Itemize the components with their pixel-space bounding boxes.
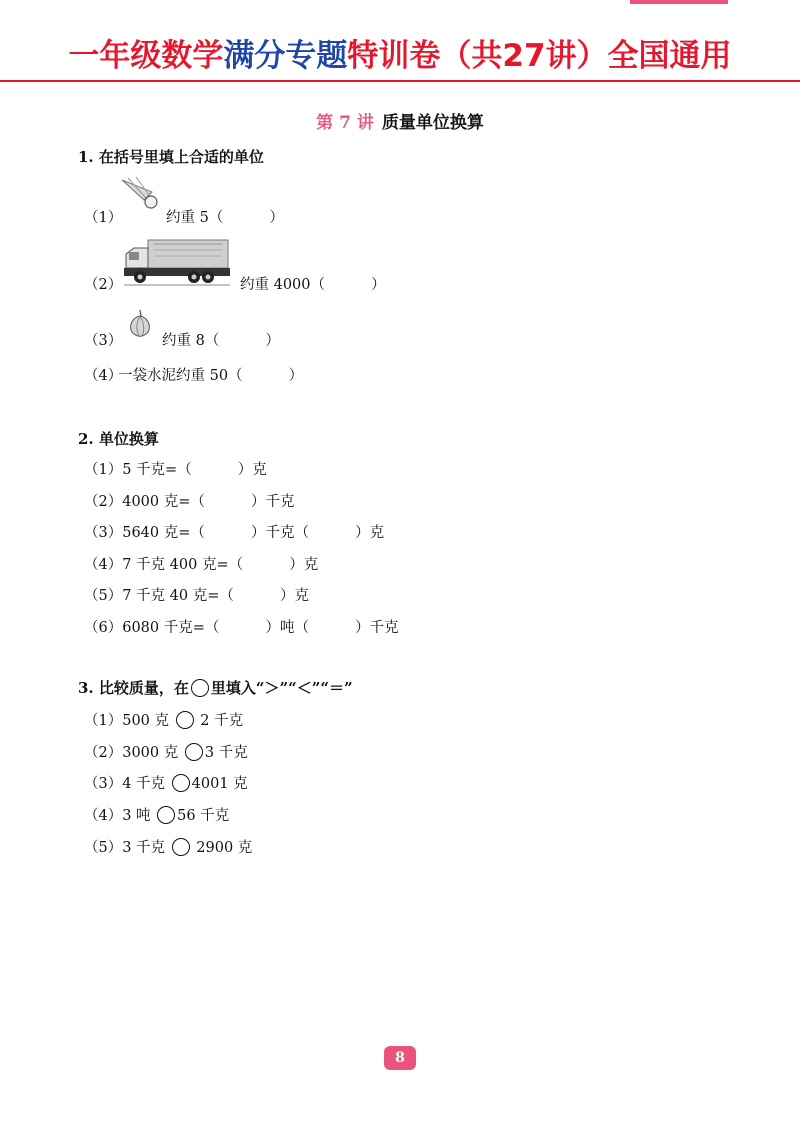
q1-item-4-text: 一袋水泥约重 50（ ） <box>118 368 304 384</box>
q1-item-2-label: （2） <box>84 277 123 293</box>
q3-item-1-left: （1）500 克 <box>84 713 174 729</box>
banner-part3: 特训卷（共27讲）全国通用 <box>347 38 732 74</box>
question-3-title-before: 3. 比较质量，在 <box>78 679 189 697</box>
compare-circle-5[interactable] <box>172 838 190 856</box>
question-1-title: 1. 在括号里填上合适的单位 <box>78 148 264 166</box>
q3-item-2-right: 3 千克 <box>204 745 248 761</box>
compare-circle-2[interactable] <box>185 743 203 761</box>
q2-item-5: （5）7 千克 40 克=（ ）克 <box>84 588 309 604</box>
q2-item-2: （2）4000 克=（ ）千克 <box>84 494 295 510</box>
lesson-number: 第 7 讲 <box>316 113 374 133</box>
q2-item-6: （6）6080 千克=（ ）吨（ ）千克 <box>84 620 399 636</box>
page-number-badge: 8 <box>384 1046 416 1070</box>
banner-part1: 一年级数学 <box>68 38 224 74</box>
banner-divider <box>0 80 800 82</box>
q1-item-4-label: （4） <box>84 368 123 384</box>
compare-circle-3[interactable] <box>172 774 190 792</box>
q3-item-3-right: 4001 克 <box>191 776 248 792</box>
q2-item-4: （4）7 千克 400 克=（ ）克 <box>84 557 319 573</box>
top-accent-tab <box>630 0 728 4</box>
q3-item-5-right: 2900 克 <box>191 840 253 856</box>
page-banner <box>0 36 800 76</box>
q3-item-4-left: （4）3 吨 <box>84 808 156 824</box>
q3-item-2-left: （2）3000 克 <box>84 745 183 761</box>
question-2-title: 2. 单位换算 <box>78 430 159 448</box>
q3-item-2 <box>84 741 248 762</box>
q1-item-1-text: 约重 5（ ） <box>166 210 284 226</box>
q1-item-1-label: （1） <box>84 210 123 226</box>
compare-circle-4[interactable] <box>157 806 175 824</box>
truck-icon <box>122 236 232 292</box>
q3-item-4 <box>84 804 229 825</box>
lesson-title: 质量单位换算 <box>381 113 484 133</box>
lesson-heading <box>0 108 800 133</box>
q3-item-1-right: 2 千克 <box>195 713 244 729</box>
q3-item-1 <box>84 709 243 730</box>
q3-item-4-right: 56 千克 <box>177 808 230 824</box>
question-3-title <box>78 677 353 698</box>
compare-circle-1[interactable] <box>176 711 194 729</box>
garlic-icon <box>126 308 154 342</box>
q3-item-3 <box>84 772 248 793</box>
question-3-title-after: 里填入“＞”“＜”“＝” <box>210 679 353 697</box>
banner-part2: 满分专题 <box>223 38 348 74</box>
shuttlecock-icon <box>118 176 162 224</box>
q2-item-1: （1）5 千克=（ ）克 <box>84 462 267 478</box>
q1-item-3-label: （3） <box>84 333 123 349</box>
q1-item-3-text: 约重 8（ ） <box>162 333 280 349</box>
q3-item-3-left: （3）4 千克 <box>84 776 170 792</box>
q2-item-3: （3）5640 克=（ ）千克（ ）克 <box>84 525 385 541</box>
q3-item-5-left: （5）3 千克 <box>84 840 170 856</box>
q3-item-5 <box>84 836 252 857</box>
q1-item-2-text: 约重 4000（ ） <box>240 277 386 293</box>
circle-icon <box>191 679 209 697</box>
